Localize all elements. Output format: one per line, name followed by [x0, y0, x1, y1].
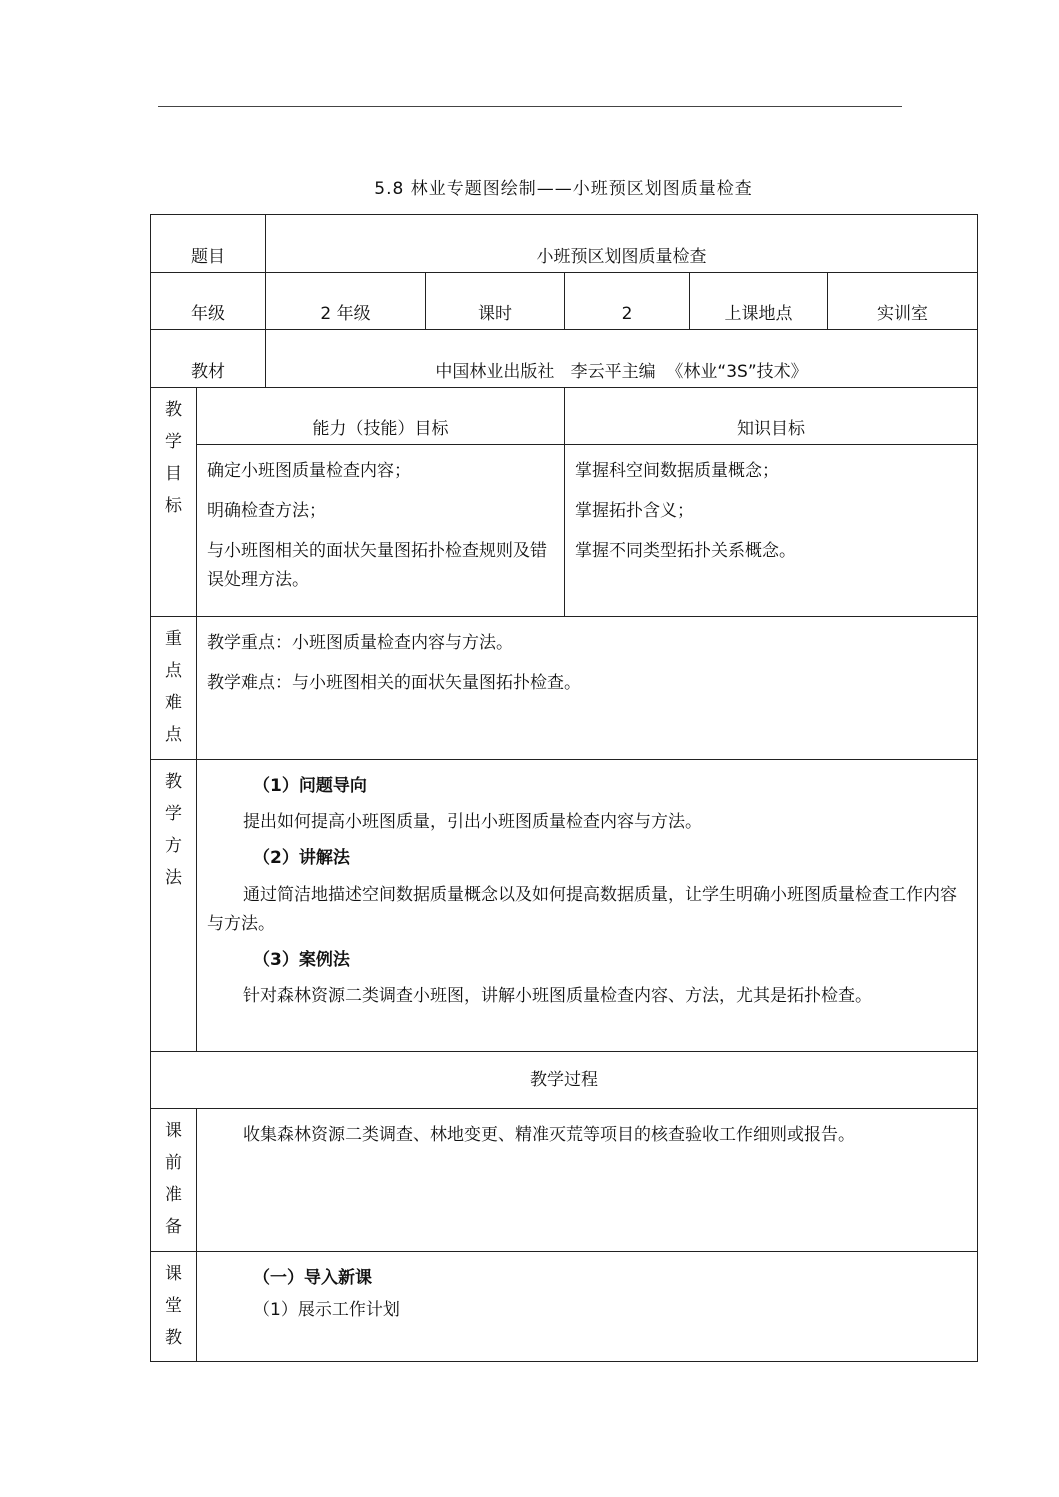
methods-label-char: 学: [165, 804, 182, 824]
goals-content-row: [151, 445, 978, 617]
prep-cell: [197, 1109, 978, 1252]
ability-goal-item: 确定小班图质量检查内容；: [207, 461, 411, 481]
key-points-label-char: 重: [165, 629, 182, 649]
topic-label: 题目: [151, 215, 266, 273]
knowledge-goal-item: 掌握拓扑含义；: [575, 500, 694, 521]
ability-goals-header: 能力（技能）目标: [197, 388, 565, 445]
class-label-char: 堂: [165, 1296, 182, 1316]
goals-label-char: 学: [165, 432, 182, 452]
process-header: 教学过程: [151, 1052, 978, 1109]
ability-goal-item: 明确检查方法；: [207, 500, 326, 521]
place-label: 上课地点: [690, 273, 828, 330]
knowledge-goals-cell: [565, 445, 978, 617]
class-label: [151, 1252, 197, 1362]
prep-label-char: 课: [165, 1121, 182, 1141]
prep-row: [151, 1109, 978, 1252]
class-section-title: （一）导入新课: [253, 1268, 372, 1288]
class-label-char: 课: [165, 1264, 182, 1284]
knowledge-goal-item: 掌握科空间数据质量概念；: [575, 461, 779, 481]
ability-goals-cell: [197, 445, 565, 617]
prep-text: 收集森林资源二类调查、林地变更、精准灭荒等项目的核查验收工作细则或报告。: [243, 1125, 855, 1145]
lesson-plan-table: [150, 214, 978, 1362]
method-title: （3）案例法: [253, 950, 350, 971]
goals-label: [151, 388, 197, 617]
header-rule: [158, 106, 902, 107]
goals-label-char: 标: [165, 496, 182, 516]
key-point-item: 教学难点：与小班图相关的面状矢量图拓扑检查。: [207, 672, 581, 693]
topic-row: [151, 215, 978, 273]
key-points-label-char: 点: [165, 661, 182, 681]
key-points-label-char: 点: [165, 725, 182, 745]
methods-row: [151, 760, 978, 1052]
ability-goal-item: 与小班图相关的面状矢量图拓扑检查规则及错误处理方法。: [207, 540, 547, 591]
method-title: （2）讲解法: [253, 848, 350, 869]
document-title: 5.8 林业专题图绘制——小班预区划图质量检查: [374, 179, 753, 199]
class-item: （1）展示工作计划: [253, 1300, 400, 1321]
grade-value: 2 年级: [266, 273, 426, 330]
key-point-item: 教学重点：小班图质量检查内容与方法。: [207, 633, 513, 653]
method-text: 针对森林资源二类调查小班图，讲解小班图质量检查内容、方法，尤其是拓扑检查。: [243, 986, 872, 1007]
methods-label-char: 方: [165, 836, 182, 856]
method-title: （1）问题导向: [253, 776, 367, 796]
goals-header-row: [151, 388, 978, 445]
class-label-char: 教: [165, 1328, 182, 1348]
knowledge-goal-item: 掌握不同类型拓扑关系概念。: [575, 540, 796, 561]
methods-cell: [197, 760, 978, 1052]
key-points-row: [151, 617, 978, 760]
topic-value: 小班预区划图质量检查: [266, 215, 978, 273]
hours-label: 课时: [426, 273, 565, 330]
textbook-row: [151, 330, 978, 388]
knowledge-goals-header: 知识目标: [565, 388, 978, 445]
grade-row: [151, 273, 978, 330]
place-value: 实训室: [828, 273, 978, 330]
method-text: 提出如何提高小班图质量，引出小班图质量检查内容与方法。: [243, 812, 702, 833]
goals-label-char: 教: [165, 400, 182, 420]
textbook-label: 教材: [151, 330, 266, 388]
class-cell: [197, 1252, 978, 1362]
methods-label-char: 教: [165, 772, 182, 792]
hours-value: 2: [565, 273, 690, 330]
key-points-label: [151, 617, 197, 760]
prep-label-char: 备: [165, 1217, 182, 1237]
prep-label-char: 准: [165, 1185, 182, 1205]
grade-label: 年级: [151, 273, 266, 330]
goals-label-char: 目: [165, 464, 182, 484]
methods-label: [151, 760, 197, 1052]
textbook-value: 中国林业出版社 李云平主编 《林业“3S”技术》: [266, 330, 978, 388]
method-text: 通过简洁地描述空间数据质量概念以及如何提高数据质量，让学生明确小班图质量检查工作内容与方法。: [207, 884, 957, 935]
class-row: [151, 1252, 978, 1362]
key-points-label-char: 难: [165, 693, 182, 713]
prep-label: [151, 1109, 197, 1252]
process-header-row: [151, 1052, 978, 1109]
prep-label-char: 前: [165, 1153, 182, 1173]
key-points-cell: [197, 617, 978, 760]
methods-label-char: 法: [165, 868, 182, 888]
